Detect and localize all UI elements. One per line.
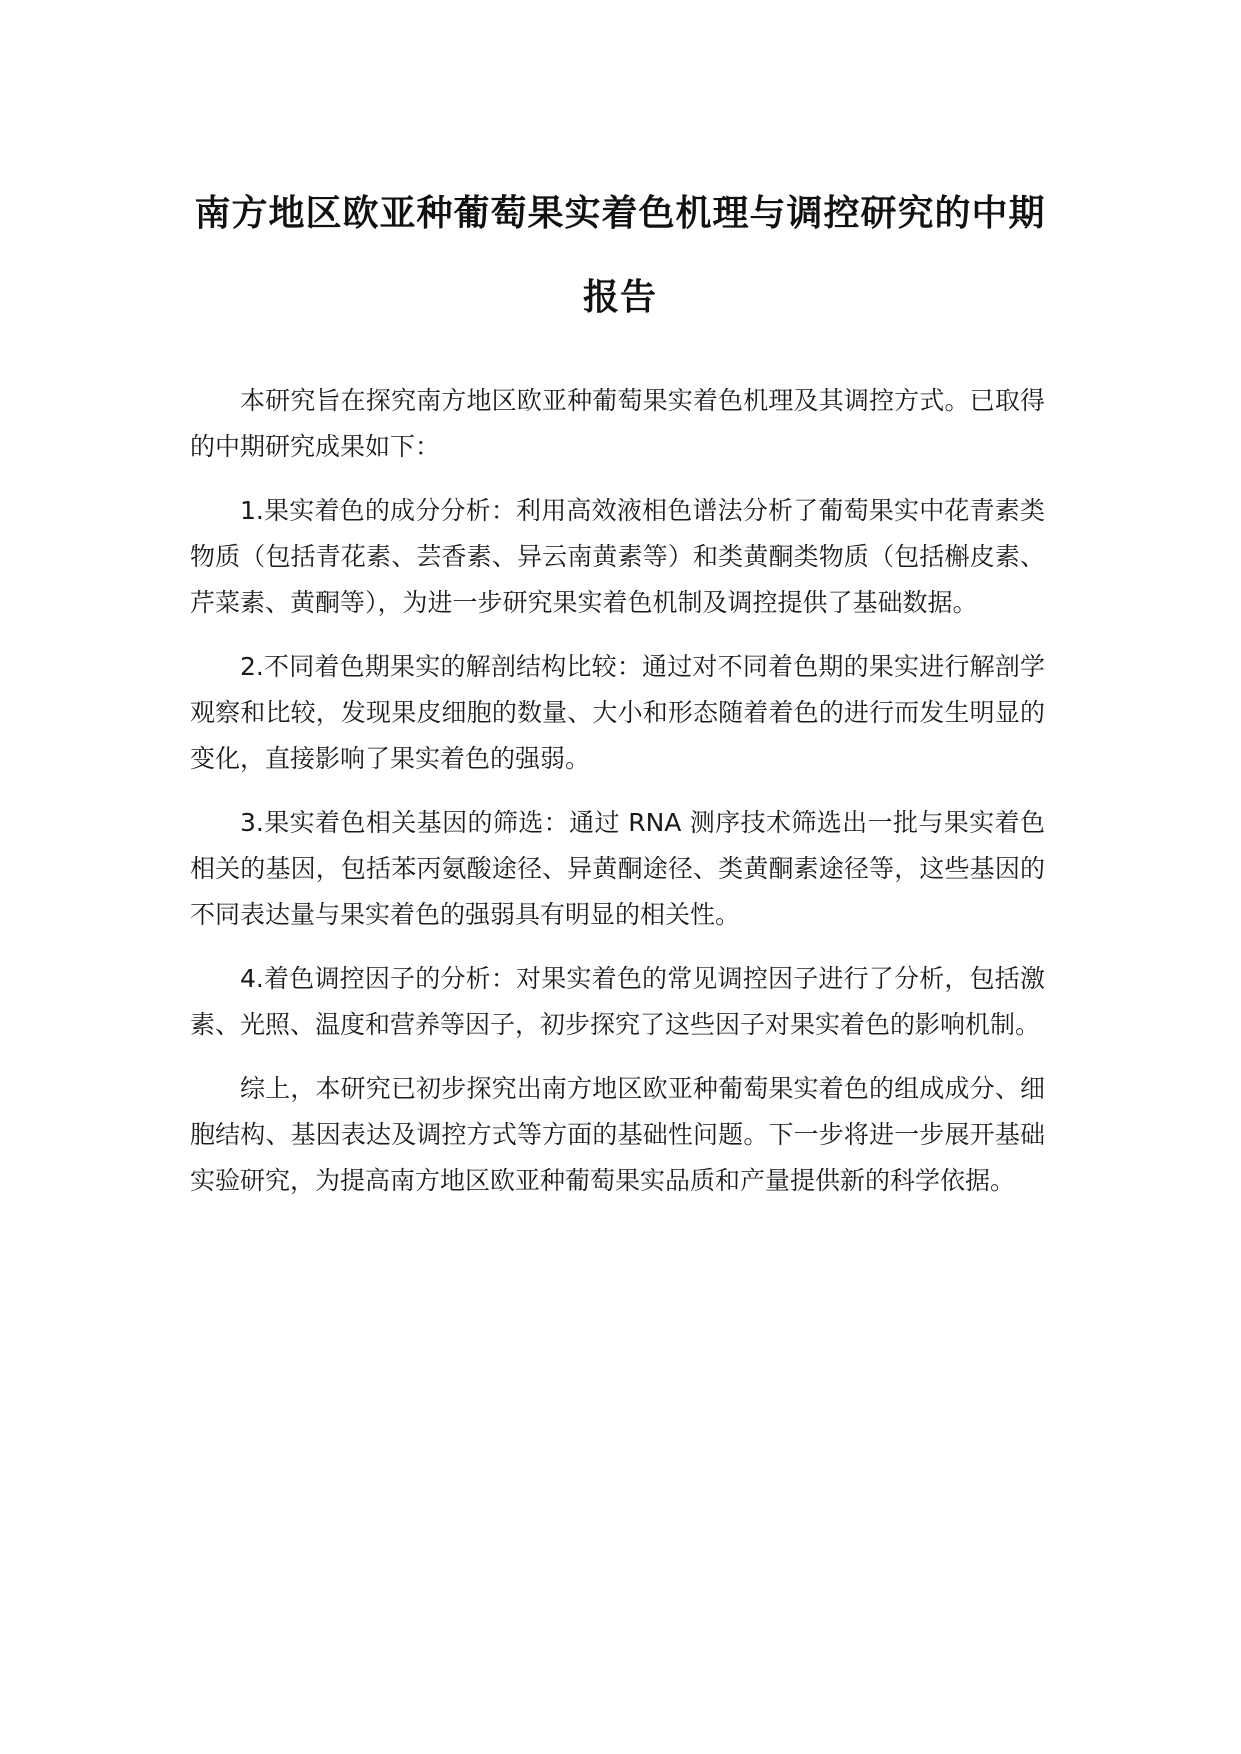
paragraph-item-3: 3.果实着色相关基因的筛选：通过 RNA 测序技术筛选出一批与果实着色相关的基因，包括苯丙氨酸途径、异黄酮途径、类黄酮素途径等，这些基因的不同表达量与果实着色的强弱具有明显的相关性。	[190, 808, 1045, 929]
paragraph-intro: 本研究旨在探究南方地区欧亚种葡萄果实着色机理及其调控方式。已取得的中期研究成果如下：	[190, 386, 1045, 461]
document-body	[190, 378, 1045, 1222]
paragraph-summary: 综上，本研究已初步探究出南方地区欧亚种葡萄果实着色的组成成分、细胞结构、基因表达及调控方式等方面的基础性问题。下一步将进一步展开基础实验研究，为提高南方地区欧亚种葡萄果实品质和产量提供新的科学依据。	[190, 1074, 1045, 1195]
document-title: 南方地区欧亚种葡萄果实着色机理与调控研究的中期报告	[194, 193, 1046, 318]
paragraph-item-4: 4.着色调控因子的分析：对果实着色的常见调控因子进行了分析，包括激素、光照、温度和营养等因子，初步探究了这些因子对果实着色的影响机制。	[190, 964, 1045, 1039]
paragraph-item-1: 1.果实着色的成分分析：利用高效液相色谱法分析了葡萄果实中花青素类物质（包括青花素、芸香素、异云南黄素等）和类黄酮类物质（包括槲皮素、芹菜素、黄酮等），为进一步研究果实着色机制及调控提供了基础数据。	[190, 496, 1045, 617]
paragraph-item-2: 2.不同着色期果实的解剖结构比较：通过对不同着色期的果实进行解剖学观察和比较，发现果皮细胞的数量、大小和形态随着着色的进行而发生明显的变化，直接影响了果实着色的强弱。	[190, 652, 1045, 773]
